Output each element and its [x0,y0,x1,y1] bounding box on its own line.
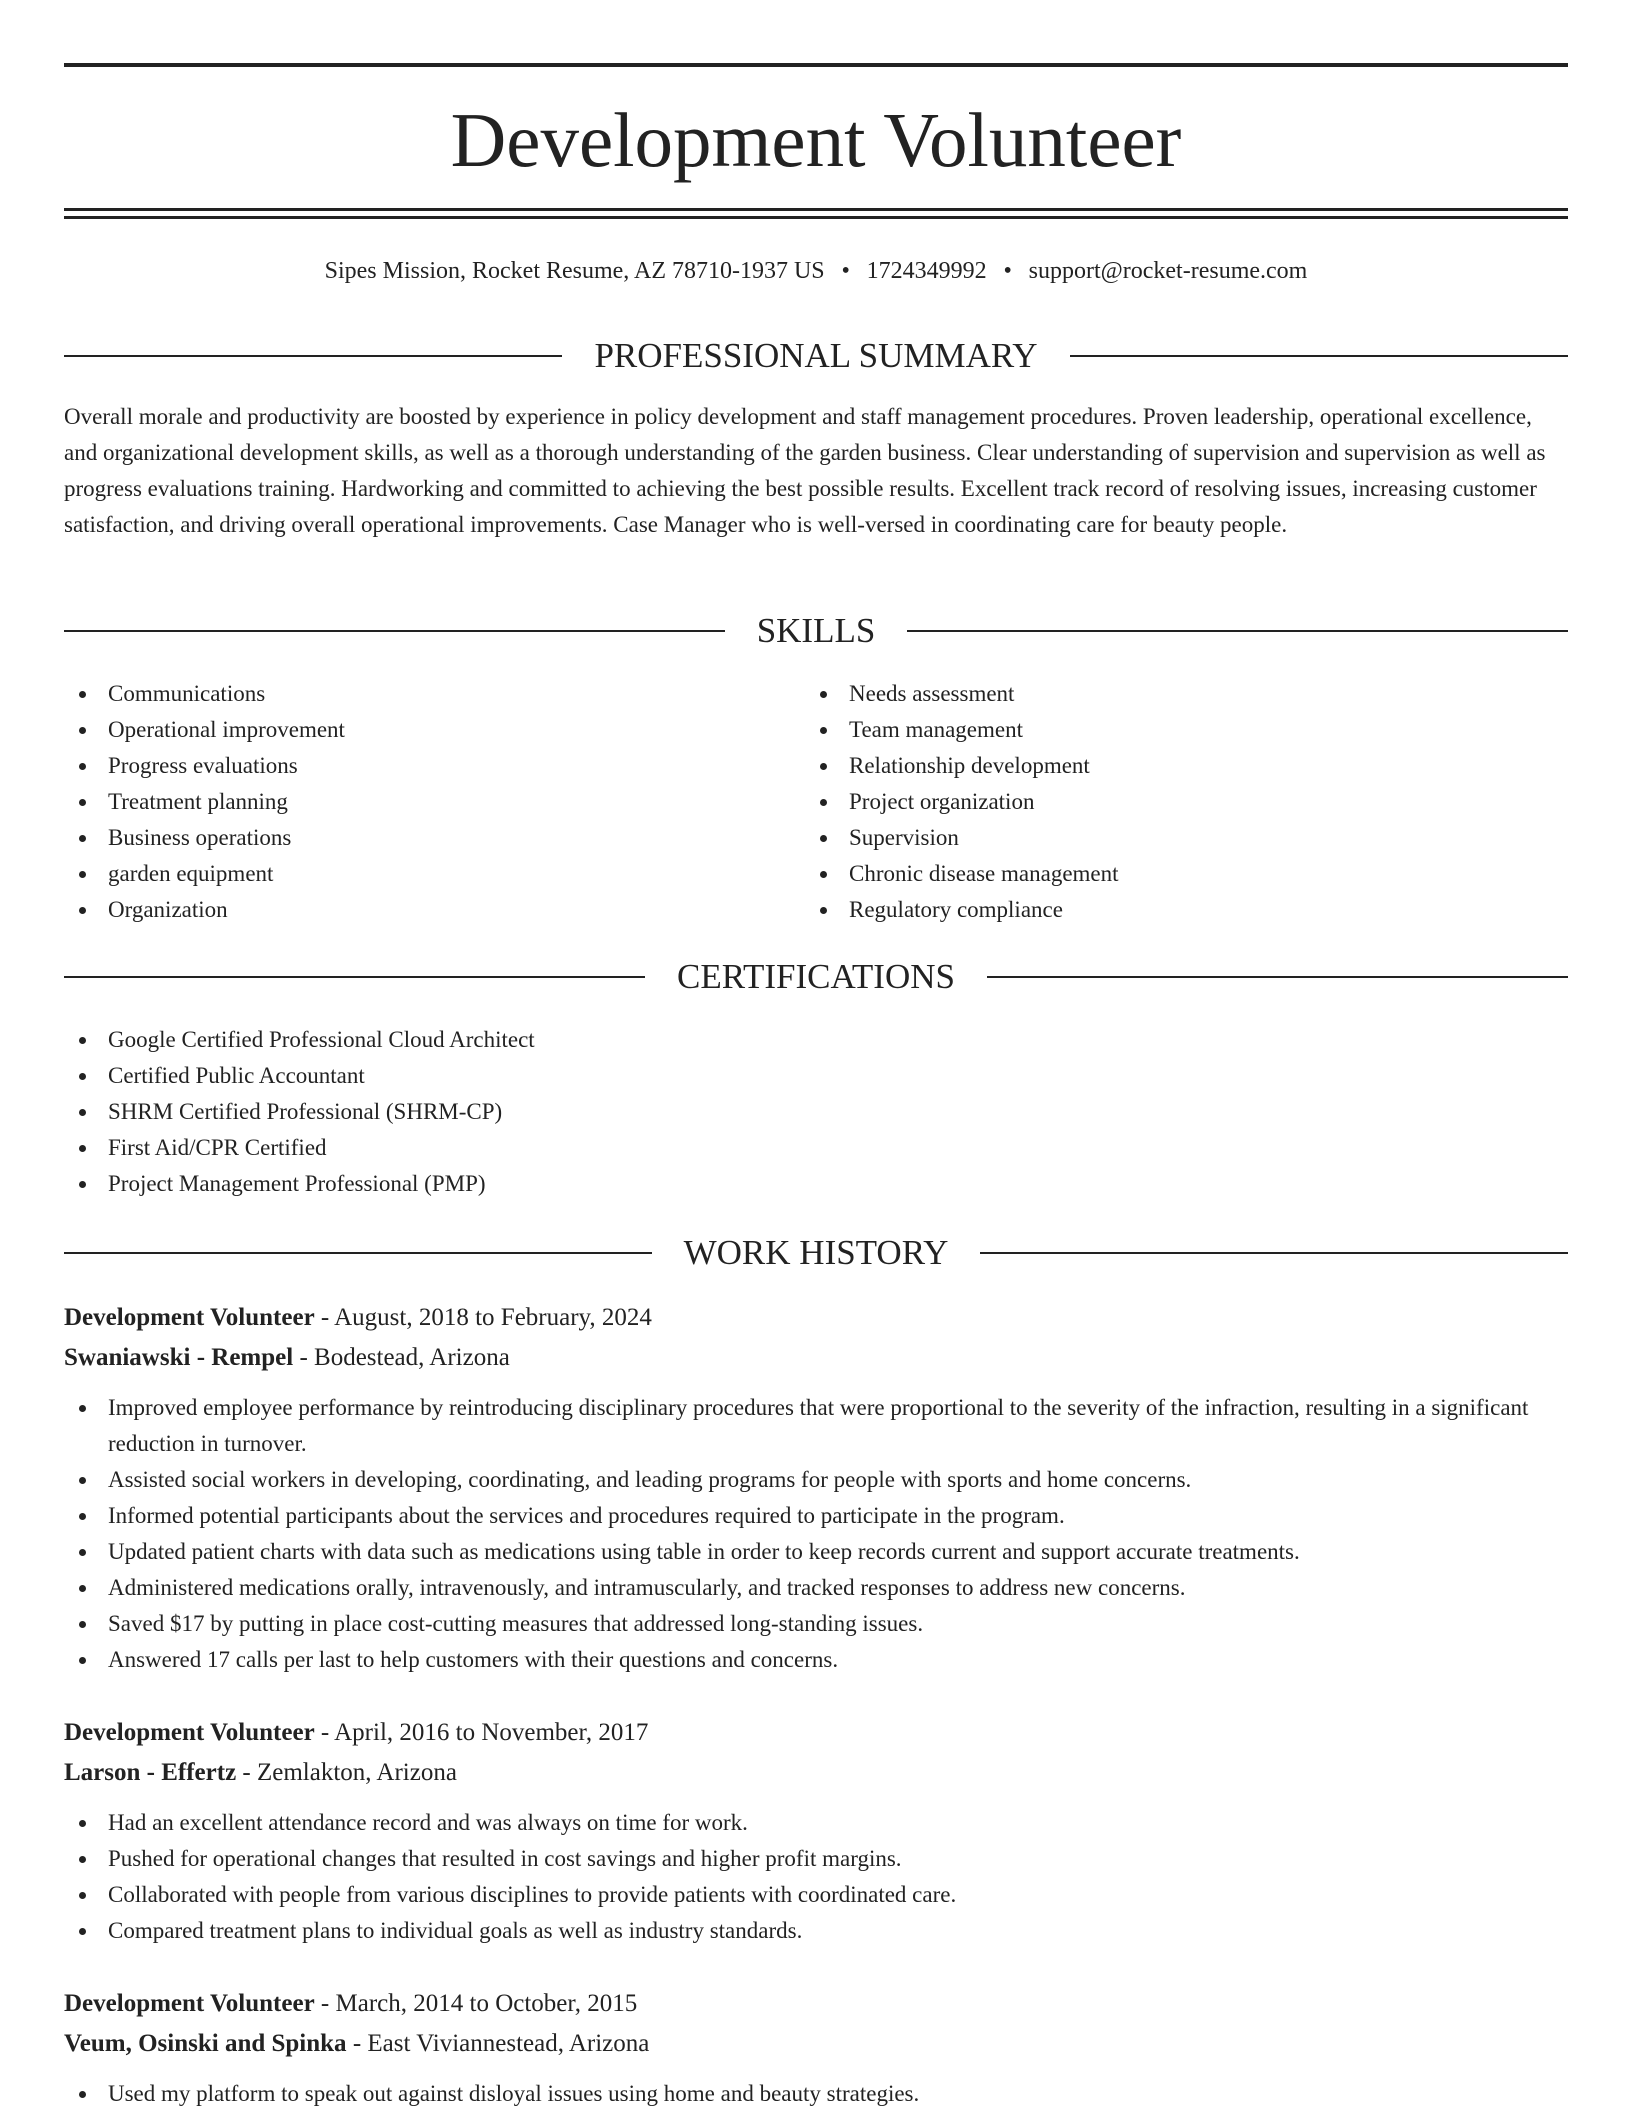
heading-rule-right [980,1252,1568,1254]
job-bullets [64,1805,1568,1949]
heading-rule-right [1070,355,1568,357]
job-title-line [64,1298,1568,1338]
skill-item: Regulatory compliance [805,892,1505,928]
job-title: Development Volunteer [64,1304,315,1331]
job-bullet: Updated patient charts with data such as medications using table in order to keep records current and support accurate treatments. [64,1534,1568,1570]
heading-rule-right [907,630,1568,632]
job-company: Veum, Osinski and Spinka [64,2030,347,2057]
job-entry [64,1713,1568,1949]
job-bullet: Had an excellent attendance record and was always on time for work. [64,1805,1568,1841]
certification-item: SHRM Certified Professional (SHRM-CP) [64,1094,1568,1130]
section-heading-certifications [64,955,1568,999]
certification-item: Project Management Professional (PMP) [64,1166,1568,1202]
job-bullet: Compared treatment plans to individual goals as well as industry standards. [64,1913,1568,1949]
skill-item: Project organization [805,784,1505,820]
job-title: Development Volunteer [64,1990,315,2017]
skill-item: Relationship development [805,748,1505,784]
skill-item: Organization [64,892,764,928]
heading-rule-left [64,630,725,632]
contact-phone: 1724349992 [866,258,987,284]
section-title: SKILLS [756,611,876,650]
heading-rule-left [64,976,645,978]
skill-item: garden equipment [64,856,764,892]
job-company-line [64,1753,1568,1793]
header-double-rule-upper [64,208,1568,211]
certifications-block [64,1022,1568,1202]
job-location: - Bodestead, Arizona [293,1344,510,1371]
job-bullet: Collaborated with people from various disciplines to provide patients with coordinated care. [64,1877,1568,1913]
job-company: Swaniawski - Rempel [64,1344,294,1371]
job-company: Larson - Effertz [64,1759,237,1786]
job-entry [64,1298,1568,1678]
skill-item: Team management [805,712,1505,748]
job-title-line [64,1713,1568,1753]
job-bullet: Assisted social workers in developing, coordinating, and leading programs for people with sports and home concerns. [64,1462,1568,1498]
skills-right-column [805,676,1505,928]
skills-left-column [64,676,764,928]
skill-item: Progress evaluations [64,748,764,784]
contact-separator: • [841,258,850,284]
section-title: CERTIFICATIONS [677,957,955,996]
heading-rule-left [64,1252,652,1254]
resume-name: Development Volunteer [450,97,1182,183]
job-title-line [64,1984,1568,2024]
heading-rule-right [987,976,1568,978]
skill-item: Needs assessment [805,676,1505,712]
contact-address: Sipes Mission, Rocket Resume, AZ 78710-1937 US [324,258,825,284]
skill-item: Supervision [805,820,1505,856]
certification-item: First Aid/CPR Certified [64,1130,1568,1166]
skills-list-left [64,676,764,928]
header-double-rule-lower [64,216,1568,219]
skill-item: Operational improvement [64,712,764,748]
job-dates: - April, 2016 to November, 2017 [314,1719,649,1746]
certification-item: Certified Public Accountant [64,1058,1568,1094]
certification-item: Google Certified Professional Cloud Architect [64,1022,1568,1058]
job-title: Development Volunteer [64,1719,315,1746]
contact-separator: • [1003,258,1012,284]
job-company-line [64,1338,1568,1378]
skill-item: Communications [64,676,764,712]
skills-list-right [805,676,1505,928]
job-dates: - August, 2018 to February, 2024 [314,1304,652,1331]
contact-email: support@rocket-resume.com [1028,258,1308,284]
summary-text: Overall morale and productivity are boosted by experience in policy development and staff management procedures. Proven leadership, operational excellence, and organizational development skills, as well as a thorough understanding of the garden business. Clear understanding of supervision and supervision as well as progress evaluations training. Hardworking and committed to achieving the best possible results. Excellent track record of resolving issues, increasing customer satisfaction, and driving overall operational improvements. Case Manager who is well-versed in coordinating care for beauty people. [64,404,1546,537]
skill-item: Treatment planning [64,784,764,820]
job-bullet: Used my platform to speak out against disloyal issues using home and beauty strategies. [64,2076,1568,2112]
section-heading-work-history [64,1231,1568,1275]
job-bullet: Saved $17 by putting in place cost-cutting measures that addressed long-standing issues. [64,1606,1568,1642]
section-title: PROFESSIONAL SUMMARY [594,336,1038,375]
section-heading-summary [64,334,1568,378]
job-bullet: Informed potential participants about the services and procedures required to participate in the program. [64,1498,1568,1534]
certifications-list [64,1022,1568,1202]
job-bullet: Improved employee performance by reintroducing disciplinary procedures that were proportional to the severity of the infraction, resulting in a significant reduction in turnover. [64,1390,1568,1462]
job-location: - Zemlakton, Arizona [236,1759,457,1786]
job-bullets [64,1390,1568,1678]
job-dates: - March, 2014 to October, 2015 [314,1990,638,2017]
job-bullet: Answered 17 calls per last to help customers with their questions and concerns. [64,1642,1568,1678]
contact-line [64,254,1568,288]
skill-item: Business operations [64,820,764,856]
header-top-rule [64,63,1568,67]
job-bullet: Pushed for operational changes that resulted in cost savings and higher profit margins. [64,1841,1568,1877]
job-company-line [64,2024,1568,2064]
job-location: - East Viviannestead, Arizona [346,2030,650,2057]
job-bullets [64,2076,1568,2112]
section-heading-skills [64,609,1568,653]
job-bullet: Administered medications orally, intravenously, and intramuscularly, and tracked responses to address new concerns. [64,1570,1568,1606]
heading-rule-left [64,355,562,357]
section-title: WORK HISTORY [683,1233,949,1272]
skill-item: Chronic disease management [805,856,1505,892]
job-entry [64,1984,1568,2112]
